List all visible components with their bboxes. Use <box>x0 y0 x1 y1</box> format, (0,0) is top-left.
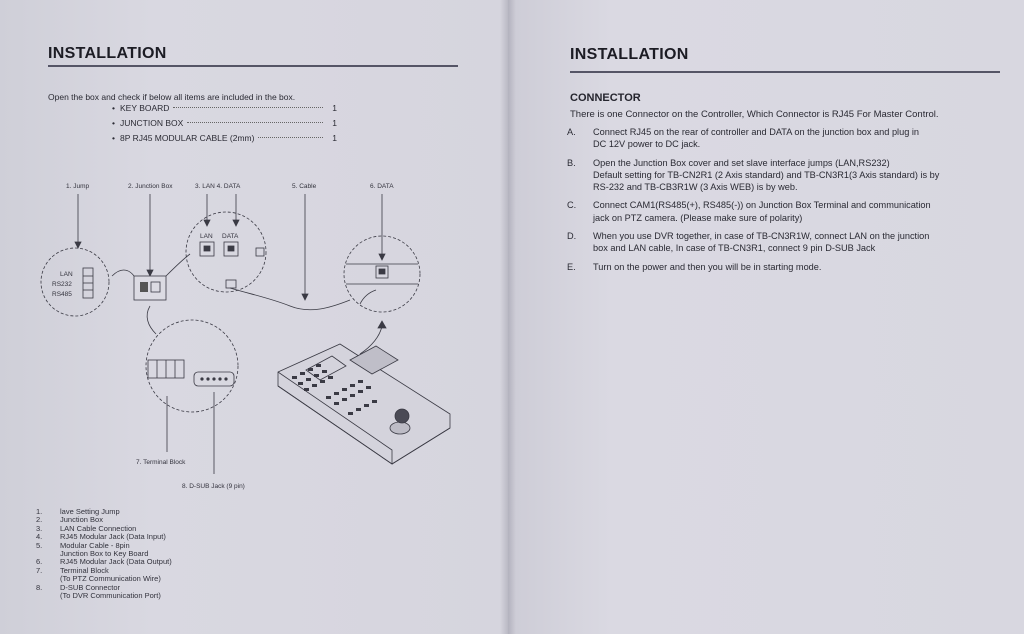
label-junction-box: 2. Junction Box <box>128 183 173 190</box>
connector-intro: There is one Connector on the Controller, Which Connector is RJ45 For Master Control. <box>570 109 939 120</box>
connector-steps <box>567 126 997 279</box>
terminal-detail-circle <box>146 320 238 412</box>
parts-legend <box>36 508 172 600</box>
intro-text: Open the box and check if below all items are included in the box. <box>48 92 296 102</box>
arrow-icon <box>204 220 210 226</box>
legend-item: 4. RJ45 Modular Jack (Data Input) <box>36 532 166 542</box>
step-letter: E. <box>567 261 576 272</box>
checklist-item: • 8P RJ45 MODULAR CABLE (2mm) 1 <box>112 133 337 143</box>
switch-label-rs232: RS232 <box>52 281 72 288</box>
step-item: E. Turn on the power and then you will be in starting mode. <box>567 261 822 272</box>
package-checklist <box>112 103 337 148</box>
right-page-heading: INSTALLATION <box>570 46 689 63</box>
lan-jack-label: LAN <box>200 233 213 240</box>
joystick-knob <box>395 409 409 423</box>
switch-label-lan: LAN <box>60 271 73 278</box>
connector-curve <box>112 270 134 276</box>
checklist-item: • KEY BOARD 1 <box>112 103 337 113</box>
page-gutter <box>500 0 516 634</box>
left-page-heading: INSTALLATION <box>48 45 167 62</box>
legend-item: 6. RJ45 Modular Jack (Data Output) <box>36 557 172 567</box>
right-heading-rule <box>570 71 1000 73</box>
legend-item: (To PTZ Communication Wire) <box>60 574 161 584</box>
step-letter: C. <box>567 200 577 211</box>
legend-item: 3. LAN Cable Connection <box>36 523 137 533</box>
legend-item: 7. Terminal Block <box>36 565 109 575</box>
checklist-item-qty: 1 <box>332 103 337 113</box>
checklist-item: • JUNCTION BOX 1 <box>112 118 337 128</box>
installation-diagram <box>30 176 470 496</box>
label-dsub-jack: 8. D-SUB Jack (9 pin) <box>182 483 245 490</box>
checklist-item-label: JUNCTION BOX <box>120 118 184 128</box>
legend-item: 8. D-SUB Connector <box>36 582 121 592</box>
step-item: D. When you use DVR together, in case of TB-CN3R1W, connect LAN on the junction box and LAN cable, In case of TB-CN3R1, connect 9 pin D-SUB Jack <box>567 231 930 254</box>
step-letter: B. <box>567 157 576 168</box>
keyboard-controller <box>278 344 450 464</box>
checklist-item-qty: 1 <box>332 118 337 128</box>
joystick-base <box>390 422 410 434</box>
step-item: A. Connect RJ45 on the rear of controller and DATA on the junction box and plug in DC 12V power to DC jack. <box>567 127 920 150</box>
left-heading-rule <box>48 65 458 67</box>
connector-curve <box>147 306 156 334</box>
arrow-icon <box>379 254 385 260</box>
checklist-item-label: 8P RJ45 MODULAR CABLE (2mm) <box>120 133 255 143</box>
step-letter: D. <box>567 231 577 242</box>
switch-label-rs485: RS485 <box>52 291 72 298</box>
checklist-item-label: KEY BOARD <box>120 103 170 113</box>
legend-item: 1. lave Setting Jump <box>36 507 120 516</box>
label-data-output: 6. DATA <box>370 183 394 190</box>
arrow-icon <box>233 220 239 226</box>
data-jack-label: DATA <box>222 233 239 240</box>
modular-cable <box>230 288 350 310</box>
connector-title: CONNECTOR <box>570 92 641 104</box>
label-lan-data: 3. LAN 4. DATA <box>195 183 241 190</box>
checklist-item-qty: 1 <box>332 133 337 143</box>
arrow-icon <box>302 294 308 300</box>
step-item: B. Open the Junction Box cover and set slave interface jumps (LAN,RS232) Default setting for TB-CN2R1 (2 Axis standard) and TB-CN3R1(3 Axis standard) is by RS-232 and TB-CB3R1W (3 Axis WEB) is by web. <box>567 157 940 193</box>
junction-box <box>134 276 166 300</box>
label-terminal-block: 7. Terminal Block <box>136 459 186 466</box>
legend-item: (To DVR Communication Port) <box>60 591 161 601</box>
step-item: C. Connect CAM1(RS485(+), RS485(-)) on Junction Box Terminal and communication jack on PTZ camera. (Please make sure of polarity) <box>567 200 931 223</box>
arrow-icon <box>75 242 81 248</box>
arrow-icon <box>378 321 386 328</box>
legend-item: 2. Junction Box <box>36 515 103 525</box>
legend-item: 5. Modular Cable - 8pin <box>36 540 130 550</box>
label-jump: 1. Jump <box>66 183 90 190</box>
label-cable: 5. Cable <box>292 183 317 190</box>
left-page <box>0 0 508 634</box>
legend-item: Junction Box to Key Board <box>60 549 149 559</box>
arrow-icon <box>147 270 153 276</box>
step-letter: A. <box>567 127 576 137</box>
